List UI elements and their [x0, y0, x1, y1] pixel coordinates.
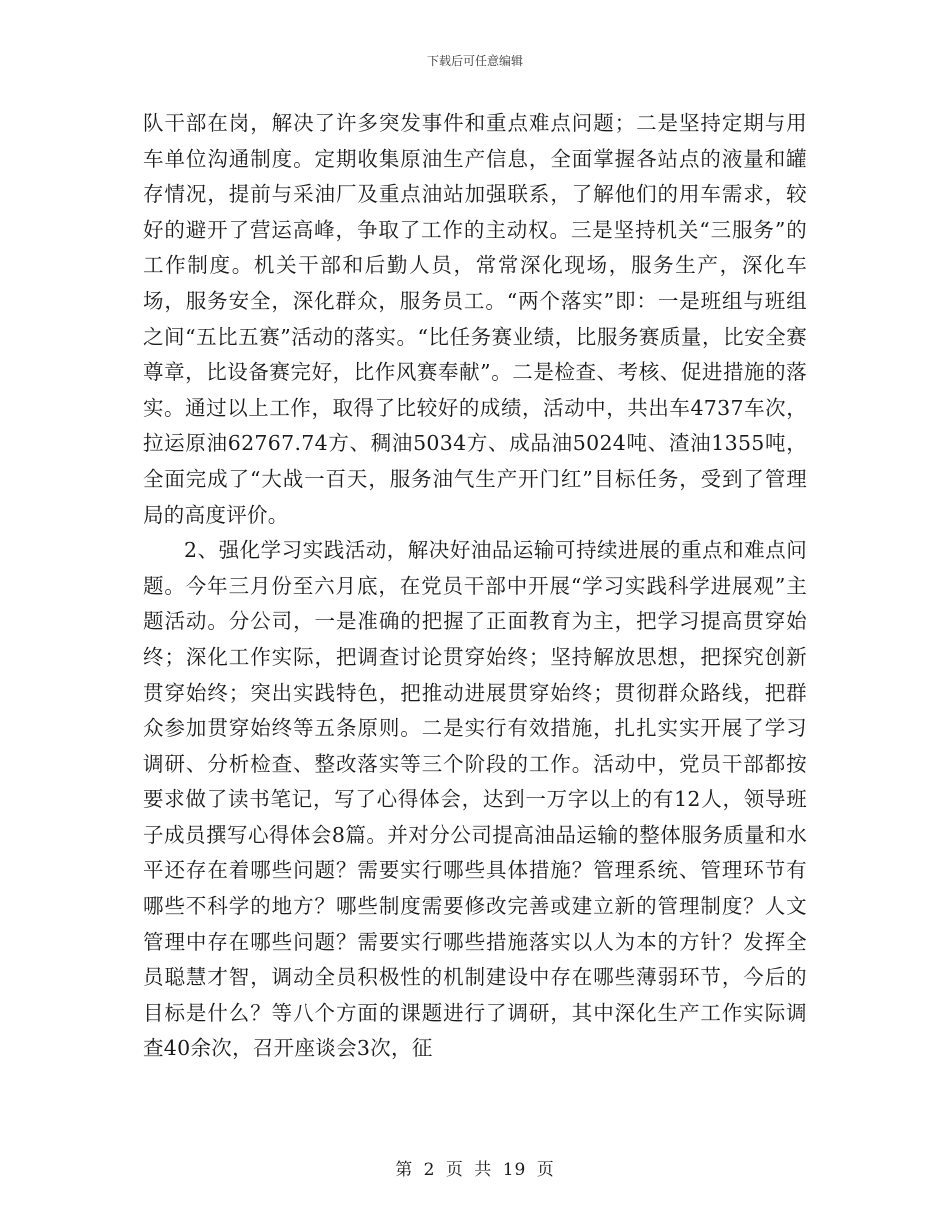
total-suffix: 页: [536, 1160, 555, 1180]
total-prefix: 共: [474, 1160, 493, 1180]
document-body: [143, 106, 807, 1067]
page-number: 2: [423, 1160, 436, 1180]
page-footer: [0, 1155, 950, 1180]
page-header: 下载后可任意编辑: [426, 54, 523, 68]
total-pages: 19: [502, 1160, 527, 1180]
paragraph-section-2: 2、强化学习实践活动，解决好油品运输可持续进展的重点和难点问题。今年三月份至六月底，在党员干部中开展“学习实践科学进展观”主题活动。分公司，一是准确的把握了正面教育为主，把学习提高贯穿始终；深化工作实际，把调查讨论贯穿始终；坚持解放思想，把探究创新贯穿始终；突出实践特色，把推动进展贯穿始终；贯彻群众路线，把群众参加贯穿始终等五条原则。二是实行有效措施，扎扎实实开展了学习调研、分析检查、整改落实等三个阶段的工作。活动中，党员干部都按要求做了读书笔记，写了心得体会，达到一万字以上的有12人，领导班子成员撰写心得体会8篇。并对分公司提高油品运输的整体服务质量和水平还存在着哪些问题？需要实行哪些具体措施？管理系统、管理环节有哪些不科学的地方？哪些制度需要修改完善或建立新的管理制度？人文管理中存在哪些问题？需要实行哪些措施落实以人为本的方针？发挥全员聪慧才智，调动全员积极性的机制建设中存在哪些薄弱环节，今后的目标是什么？等八个方面的课题进行了调研，其中深化生产工作实际调查40余次，召开座谈会3次，征: [143, 538, 807, 1061]
paragraph-continued: 队干部在岗，解决了许多突发事件和重点难点问题；二是坚持定期与用车单位沟通制度。定期收集原油生产信息，全面掌握各站点的液量和罐存情况，提前与采油厂及重点油站加强联系，了解他们的用车需求，较好的避开了营运高峰，争取了工作的主动权。三是坚持机关“三服务”的工作制度。机关干部和后勤人员，常常深化现场，服务生产，深化车场，服务安全，深化群众，服务员工。“两个落实”即：一是班组与班组之间“五比五赛”活动的落实。“比任务赛业绩，比服务赛质量，比安全赛尊章，比设备赛完好，比作风赛奉献”。二是检查、考核、促进措施的落实。通过以上工作，取得了比较好的成绩，活动中，共出车4737车次，拉运原油62767.74方、稠油5034方、成品油5024吨、渣油1355吨，全面完成了“大战一百天，服务油气生产开门红”目标任务，受到了管理局的高度评价。: [143, 111, 807, 527]
page-label-mid: 页: [445, 1160, 464, 1180]
page-label-prefix: 第: [395, 1160, 414, 1180]
